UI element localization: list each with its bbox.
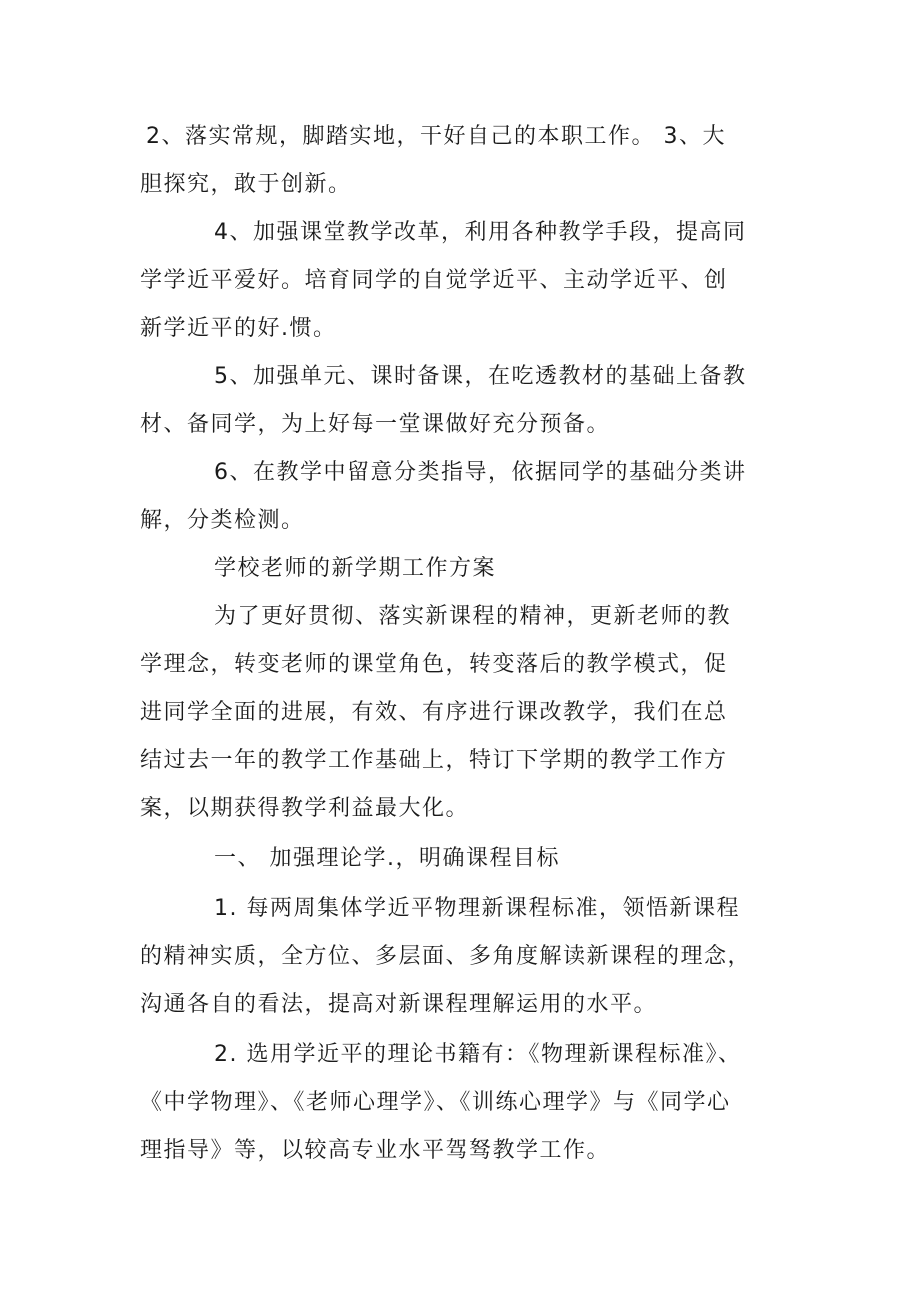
text-line: 4、加强课堂教学改革，利用各种教学手段，提高同: [214, 220, 747, 245]
text-line: 理指导》等，以较高专业水平驾驽教学工作。: [140, 1138, 611, 1163]
text-line: 沟通各自的看法，提高对新课程理解运用的水平。: [140, 992, 658, 1017]
text-line: 1. 每两周集体学近平物理新课程标准，领悟新课程: [214, 896, 740, 921]
text-line: 5、加强单元、课时备课，在吃透教材的基础上备教: [214, 364, 747, 389]
text-line: 新学近平的好.惯。: [140, 316, 337, 341]
section-heading: 一、 加强理论学.，明确课程目标: [214, 846, 560, 871]
text-line: 学学近平爱好。培育同学的自觉学近平、主动学近平、创: [140, 268, 728, 293]
text-line: 《中学物理》、《老师心理学》、《训练心理学》与《同学心: [140, 1090, 731, 1115]
text-line: 的精神实质，全方位、多层面、多角度解读新课程的理念，: [140, 944, 752, 969]
text-line: 学理念，转变老师的课堂角色，转变落后的教学模式，促: [140, 652, 728, 677]
text-line: 解，分类检测。: [140, 508, 305, 533]
text-line: 进同学全面的进展，有效、有序进行课改教学，我们在总: [140, 700, 728, 725]
text-line: 结过去一年的教学工作基础上，特订下学期的教学工作方: [140, 748, 728, 773]
text-line: 2、落实常规，脚踏实地，干好自己的本职工作。 3、大: [146, 124, 726, 149]
text-line: 材、备同学，为上好每一堂课做好充分预备。: [140, 412, 611, 437]
text-line: 胆探究，敢于创新。: [140, 172, 352, 197]
text-line: 案，以期获得教学利益最大化。: [140, 796, 470, 821]
text-line: 2. 选用学近平的理论书籍有：《物理新课程标准》、: [214, 1042, 742, 1067]
text-line: 为了更好贯彻、落实新课程的精神，更新老师的教: [214, 604, 732, 629]
section-heading: 学校老师的新学期工作方案: [214, 556, 497, 581]
text-line: 6、在教学中留意分类指导，依据同学的基础分类讲: [214, 460, 747, 485]
